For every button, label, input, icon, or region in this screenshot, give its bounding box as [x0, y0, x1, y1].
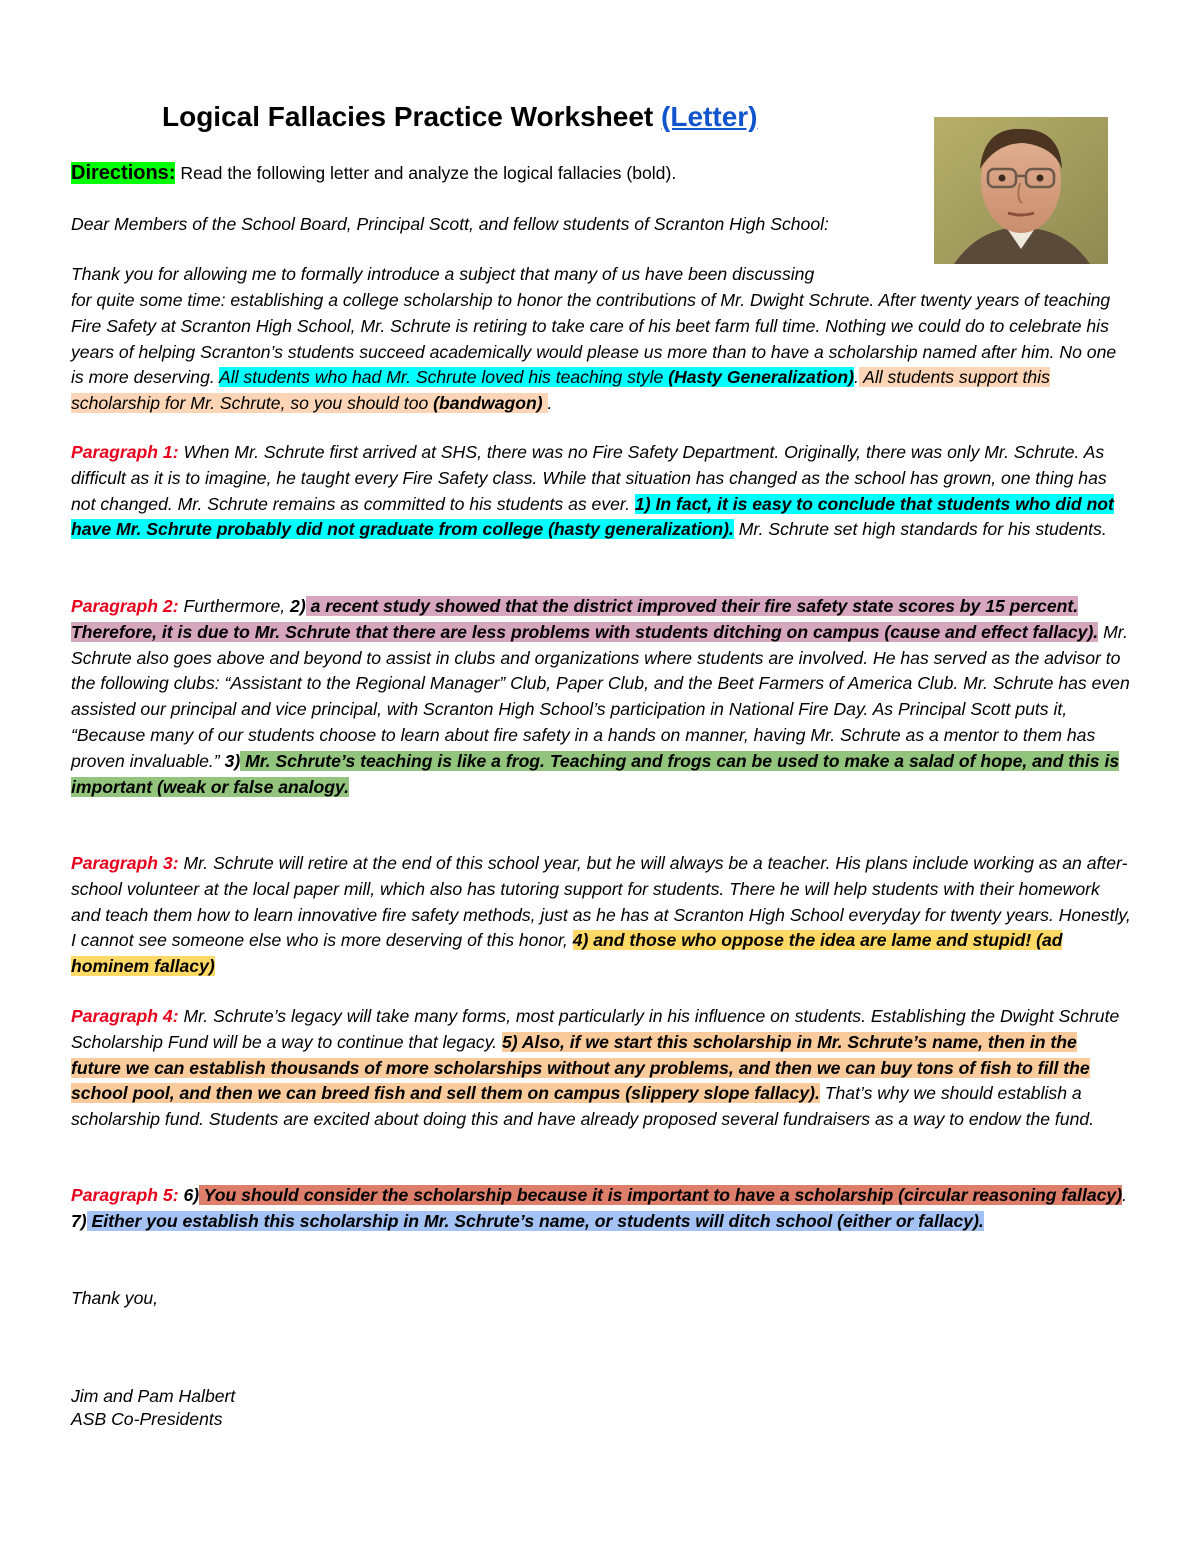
- portrait-photo: [934, 117, 1108, 264]
- directions-colon: :: [168, 162, 176, 184]
- portrait-icon: [934, 117, 1108, 264]
- intro-paragraph: [71, 288, 1131, 417]
- hl2-label: (bandwagon): [433, 393, 543, 414]
- paragraph-3: [71, 851, 1131, 980]
- fallacy-6-number: 6): [178, 1185, 200, 1205]
- fallacy-1-number: 1): [634, 493, 651, 514]
- fallacy-6-highlight: You should consider the scholarship because it is important to have a scholarship (circular reasoning fallacy): [199, 1185, 1123, 1205]
- directions-text: Read the following letter and analyze the logical fallacies (bold).: [175, 163, 677, 183]
- paragraph-5-label: Paragraph 5:: [71, 1185, 179, 1205]
- letter-link[interactable]: (Letter): [661, 101, 758, 132]
- directions-label: Directions: [71, 162, 169, 184]
- paragraph-2: [71, 594, 1131, 800]
- hl1-text: All students who had Mr. Schrute loved his teaching style: [218, 367, 669, 388]
- paragraph-4-after: That’s why we should establish a scholarship fund. Students are excited about doing this and have already proposed several fundraisers as a way to endow the fund.: [71, 1083, 1095, 1130]
- paragraph-5: [71, 1183, 1131, 1235]
- signature-role: ASB Co-Presidents: [71, 1409, 223, 1429]
- directions-line: [71, 160, 676, 186]
- page-title: [162, 101, 758, 133]
- paragraph-5-mid: .: [1122, 1185, 1127, 1205]
- signature-names: Jim and Pam Halbert: [71, 1386, 236, 1406]
- paragraph-1-text: When Mr. Schrute first arrived at SHS, there was no Fire Safety Department. Originally, there was only Mr. Schrute. As difficult as it is to imagine, he taught every Fire Safety class. While that situation has changed as the school has grown, one thing has not changed. Mr. Schrute remains as committed to his students as ever.: [71, 442, 1107, 514]
- fallacy-2-highlight: a recent study showed that the district improved their fire safety state scores by 15 percent. Therefore, it is due to Mr. Schrute that there are less problems with students ditching on campus (cause and effect fallacy).: [71, 596, 1099, 642]
- paragraph-4-text: Mr. Schrute’s legacy will take many forms, most particularly in his influence on students. Establishing the Dwight Schrute Scholarship Fund will be a way to continue that legacy.: [71, 1006, 1120, 1052]
- intro-first-line: Thank you for allowing me to formally introduce a subject that many of us have been discussing: [71, 264, 815, 284]
- fallacy-3-highlight: Mr. Schrute’s teaching is like a frog. Teaching and frogs can be used to make a salad of hope, and this is important (weak or false analogy.: [71, 750, 1120, 797]
- paragraph-4: [71, 1004, 1131, 1133]
- paragraph-4-label: Paragraph 4:: [71, 1006, 179, 1026]
- fallacy-1-text: In fact, it is easy to conclude that students who did not have Mr. Schrute probably did not graduate from college (hasty generalization).: [71, 493, 1114, 540]
- paragraph-2-after: Mr. Schrute also goes above and beyond to assist in clubs and organizations where students are involved. He has served as the advisor to the following clubs: “Assistant to the Regional Manager” Club, Paper Club, and the Beet Farmers of America Club. Mr. Schrute has even assisted our principal and vice principal, with Scranton High School’s participation in National Fire Day. As Principal Scott puts it, “Because many of our students choose to learn about fire safety in a hands on manner, having Mr. Schrute as a mentor to them has proven invaluable.”: [71, 621, 1130, 771]
- fallacy-5-highlight: 5) Also, if we start this scholarship in Mr. Schrute’s name, then in the future we can establish thousands of more scholarships without any problems, and then we can buy tons of fish to fill the school pool, and then we can breed fish and sell them on campus (slippery slope fallacy).: [71, 1031, 1090, 1104]
- hl2-text: All students support this scholarship for Mr. Schrute, so you should too: [71, 367, 1050, 414]
- paragraph-1: [71, 440, 1131, 543]
- intro-end: .: [547, 393, 553, 414]
- paragraph-1-after: Mr. Schrute set high standards for his students.: [733, 519, 1107, 540]
- paragraph-2-text: Furthermore,: [178, 596, 291, 616]
- intro-dot: .: [853, 367, 859, 388]
- intro-text: for quite some time: establishing a college scholarship to honor the contributions of Mr. Dwight Schrute. After twenty years of teaching Fire Safety at Scranton High School, Mr. Schrute is retiring to take care of his beet farm full time. Nothing we could do to celebrate his years of helping Scranton’s students succeed academically would please us more than to have a scholarship named after him. No one is more deserving.: [71, 290, 1117, 388]
- fallacy-7-highlight: Either you establish this scholarship in Mr. Schrute’s name, or students will ditch school (either or fallacy).: [86, 1210, 984, 1231]
- paragraph-2-label: Paragraph 2:: [71, 596, 179, 616]
- hl1-label: (Hasty Generalization): [668, 367, 854, 388]
- paragraph-3-label: Paragraph 3:: [71, 853, 179, 873]
- paragraph-3-text: Mr. Schrute will retire at the end of this school year, but he will always be a teacher. His plans include working as an after-school volunteer at the local paper mill, which also has tutoring support for students. There he will help students with their homework and teach them how to learn innovative fire safety methods, just as he has at Scranton High School everyday for twenty years. Honestly, I cannot see someone else who is more deserving of this honor,: [71, 853, 1131, 951]
- fallacy-4-highlight: 4) and those who oppose the idea are lame and stupid! (ad hominem fallacy): [71, 930, 1063, 977]
- fallacy-2-number: 2): [290, 596, 306, 616]
- fallacy-3-number: 3): [224, 750, 241, 771]
- hasty-generalization-highlight: [219, 367, 854, 387]
- fallacy-7-number: 7): [71, 1210, 87, 1231]
- closing: Thank you,: [71, 1288, 159, 1308]
- salutation: Dear Members of the School Board, Principal Scott, and fellow students of Scranton High School:: [71, 214, 829, 234]
- title-text: Logical Fallacies Practice Worksheet: [162, 101, 654, 132]
- paragraph-1-label: Paragraph 1:: [71, 442, 179, 462]
